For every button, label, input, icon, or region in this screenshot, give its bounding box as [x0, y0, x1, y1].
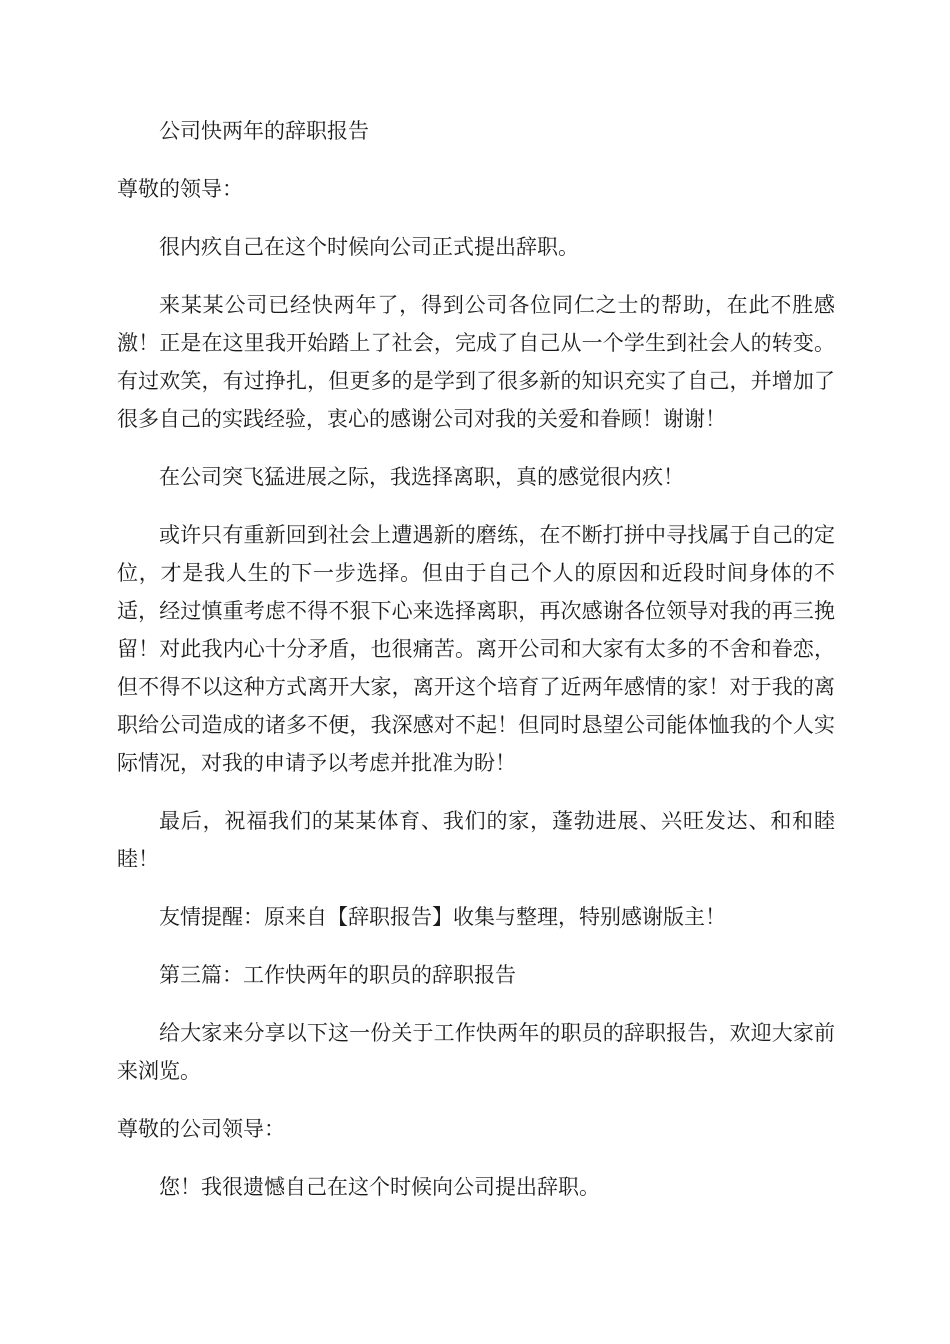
paragraph-body: 最后，祝福我们的某某体育、我们的家，蓬勃进展、兴旺发达、和和睦睦！ — [117, 809, 835, 871]
paragraph-title: 公司快两年的辞职报告 — [159, 119, 369, 143]
paragraph-body: 很内疚自己在这个时候向公司正式提出辞职。 — [159, 235, 579, 259]
paragraph-body: 给大家来分享以下这一份关于工作快两年的职员的辞职报告，欢迎大家前来浏览。 — [117, 1021, 835, 1083]
document-body — [117, 112, 835, 1226]
paragraph-body: 您！我很遗憾自己在这个时候向公司提出辞职。 — [159, 1175, 600, 1199]
paragraph-salutation: 尊敬的公司领导： — [117, 1117, 285, 1141]
paragraph-reminder: 友情提醒：原来自【辞职报告】收集与整理，特别感谢版主！ — [159, 905, 726, 929]
paragraph-salutation: 尊敬的领导： — [117, 177, 243, 201]
paragraph-section-heading: 第三篇：工作快两年的职员的辞职报告 — [159, 963, 516, 987]
paragraph-body: 或许只有重新回到社会上遭遇新的磨练，在不断打拼中寻找属于自己的定位，才是我人生的下一步选择。但由于自己个人的原因和近段时间身体的不适，经过慎重考虑不得不狠下心来选择离职，再次感谢各位领导对我的再三挽留！对此我内心十分矛盾，也很痛苦。离开公司和大家有太多的不舍和眷恋，但不得不以这种方式离开大家，离开这个培育了近两年感情的家！对于我的离职给公司造成的诸多不便，我深感对不起！但同时恳望公司能体恤我的个人实际情况，对我的申请予以考虑并批准为盼！ — [117, 523, 835, 775]
paragraph-body: 在公司突飞猛进展之际，我选择离职，真的感觉很内疚！ — [159, 465, 684, 489]
paragraph-body: 来某某公司已经快两年了，得到公司各位同仁之士的帮助，在此不胜感激！正是在这里我开始踏上了社会，完成了自己从一个学生到社会人的转变。有过欢笑，有过挣扎，但更多的是学到了很多新的知识充实了自己，并增加了很多自己的实践经验，衷心的感谢公司对我的关爱和眷顾！谢谢！ — [117, 293, 835, 431]
